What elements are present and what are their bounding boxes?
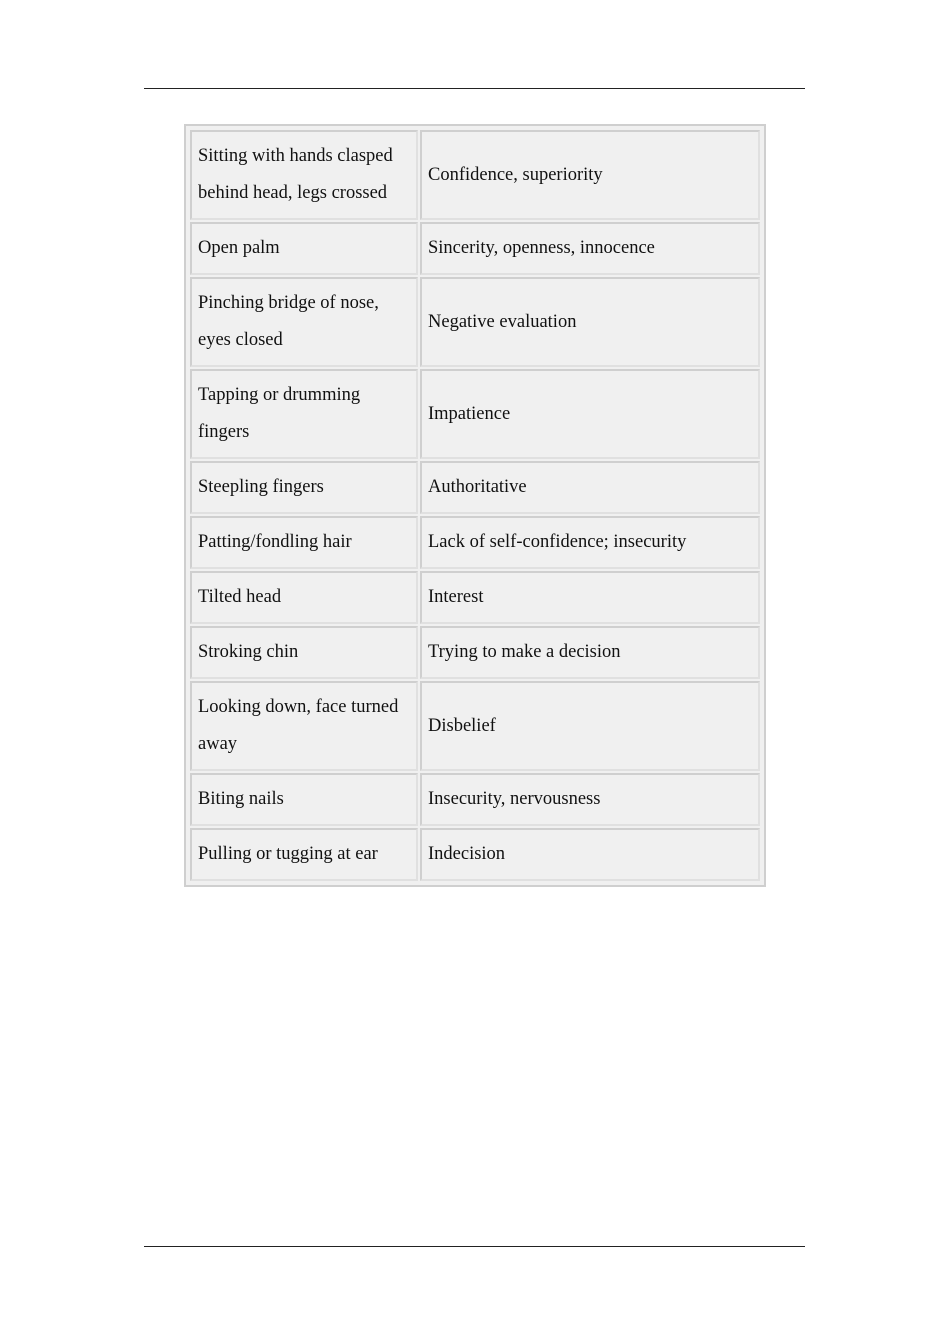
table-row [190, 773, 760, 826]
gesture-cell: Biting nails [190, 773, 418, 826]
table-row [190, 130, 760, 220]
gesture-meaning-table [188, 128, 762, 883]
table-row [190, 222, 760, 275]
gesture-cell: Sitting with hands clasped behind head, legs crossed [190, 130, 418, 220]
gesture-cell: Patting/fondling hair [190, 516, 418, 569]
gesture-cell: Pulling or tugging at ear [190, 828, 418, 881]
gesture-cell: Tilted head [190, 571, 418, 624]
meaning-cell: Lack of self-confidence; insecurity [420, 516, 760, 569]
table-row [190, 369, 760, 459]
gesture-cell: Looking down, face turned away [190, 681, 418, 771]
table-body [190, 130, 760, 881]
meaning-cell: Disbelief [420, 681, 760, 771]
gesture-table [184, 124, 766, 887]
meaning-cell: Confidence, superiority [420, 130, 760, 220]
meaning-cell: Impatience [420, 369, 760, 459]
table-row [190, 571, 760, 624]
gesture-cell: Stroking chin [190, 626, 418, 679]
table-row [190, 828, 760, 881]
gesture-cell: Pinching bridge of nose, eyes closed [190, 277, 418, 367]
meaning-cell: Interest [420, 571, 760, 624]
table-row [190, 681, 760, 771]
meaning-cell: Insecurity, nervousness [420, 773, 760, 826]
header-rule [144, 88, 805, 89]
gesture-cell: Steepling fingers [190, 461, 418, 514]
meaning-cell: Authoritative [420, 461, 760, 514]
gesture-cell: Tapping or drumming fingers [190, 369, 418, 459]
footer-rule [144, 1246, 805, 1247]
meaning-cell: Negative evaluation [420, 277, 760, 367]
table-row [190, 277, 760, 367]
meaning-cell: Indecision [420, 828, 760, 881]
meaning-cell: Trying to make a decision [420, 626, 760, 679]
table-row [190, 461, 760, 514]
gesture-cell: Open palm [190, 222, 418, 275]
meaning-cell: Sincerity, openness, innocence [420, 222, 760, 275]
table-row [190, 516, 760, 569]
table-row [190, 626, 760, 679]
